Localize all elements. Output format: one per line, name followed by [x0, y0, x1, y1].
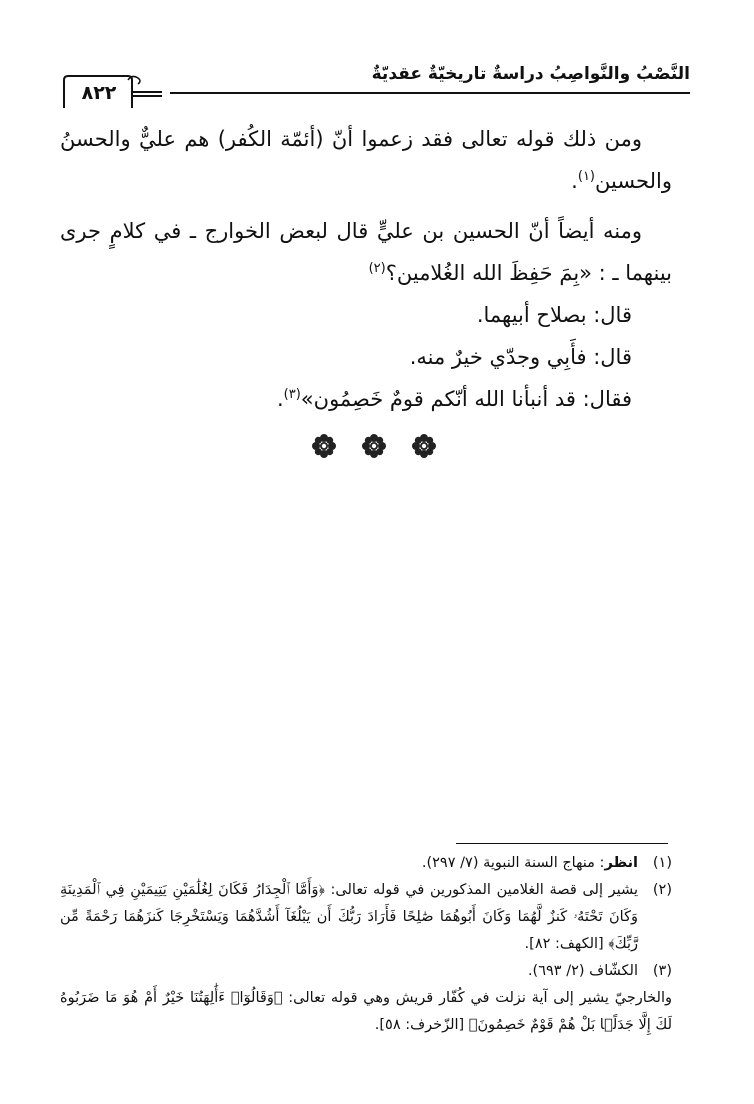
header-rule [170, 92, 690, 94]
paragraph-2-text: ومنه أيضاً أنّ الحسين بن عليٍّ قال لبعض الخوارج ـ في كلامٍ جرى بينهما ـ : «بِمَ حَفِظَ الله الغُلامين؟ [60, 219, 672, 285]
footnote-number: (٣) [652, 963, 672, 979]
running-title: النَّصْبُ والنَّواصِبُ دراسةٌ تاريخيّةٌ عقديّةٌ [371, 64, 690, 84]
footnote-text-rest: : منهاج السنة النبوية (٧/ ٢٩٧). [421, 855, 605, 871]
flower-ornament-icon [410, 432, 438, 460]
footnote-lead: انظر [604, 855, 638, 871]
footnote-text: الكشّاف (٢/ ٦٩٣). [527, 963, 638, 979]
dialogue-line-2: قال: فأَبِي وجدّي خيرٌ منه. [409, 345, 632, 369]
paragraph-1-end: . [571, 169, 578, 193]
footnote-number: (١) [652, 855, 672, 871]
section-ornaments [290, 432, 460, 462]
page-header [60, 60, 690, 108]
footnote-text: يشير إلى قصة الغلامين المذكورين في قوله تعالى: ﴿وَأَمَّا ٱلْجِدَارُ فَكَانَ لِغُلَٰمَيْنِ يَتِيمَيْنِ فِي ٱلْمَدِينَةِ وَكَانَ تَحْتَهُۥ كَنزٌ لَّهُمَا وَكَانَ أَبُوهُمَا صَٰلِحًا فَأَرَادَ رَبُّكَ أَن يَبْلُغَآ أَشُدَّهُمَا وَيَسْتَخْرِجَا كَنزَهُمَا رَحْمَةً مِّن رَّبِّكَ﴾ [الكهف: ٨٢]. [60, 882, 638, 952]
flower-ornament-icon [310, 432, 338, 460]
paragraph-2 [60, 210, 672, 294]
footnote-3-continuation: والخارجيّ يشير إلى آية نزلت في كُفّار قريش وهي قوله تعالى: ﴿وَقَالُوٓا۟ ءَأَٰلِهَتُنَا خَيْرٌ أَمْ هُوَ مَا ضَرَبُوهُ لَكَ إِلَّا جَدَلًۢا بَلْ هُمْ قَوْمٌ خَصِمُونَ﴾ [الزّخرف: ٥٨]. [60, 990, 672, 1033]
dialogue-line-3 [60, 378, 672, 420]
footnote-ref-3: (٣) [283, 387, 301, 402]
dialogue-line-3-text: فقال: قد أنبأنا الله أنّكم قومٌ خَصِمُون» [300, 387, 632, 411]
footnote-separator [456, 843, 668, 844]
page-number-box [62, 74, 164, 110]
flower-ornament-icon [360, 432, 388, 460]
footnote-number: (٢) [652, 882, 672, 898]
page-number: ٨٢٢ [81, 82, 117, 104]
footnote-3 [60, 958, 672, 985]
paragraph-1-text: ومن ذلك قوله تعالى فقد زعموا أنّ (أئمّة الكُفر) هم عليٌّ والحسنُ والحسين [60, 127, 672, 193]
dialogue-line-3-end: . [276, 387, 284, 411]
footnotes [60, 850, 672, 1039]
footnote-ref-1: (١) [577, 169, 595, 184]
footnote-2 [60, 877, 672, 958]
main-text [60, 118, 672, 420]
footnote-text [60, 850, 638, 877]
footnote-ref-2: (٢) [368, 261, 386, 276]
footnote-1 [60, 850, 672, 877]
dialogue-line-1: قال: بصلاح أبيهما. [476, 303, 632, 327]
paragraph-1 [60, 118, 672, 202]
